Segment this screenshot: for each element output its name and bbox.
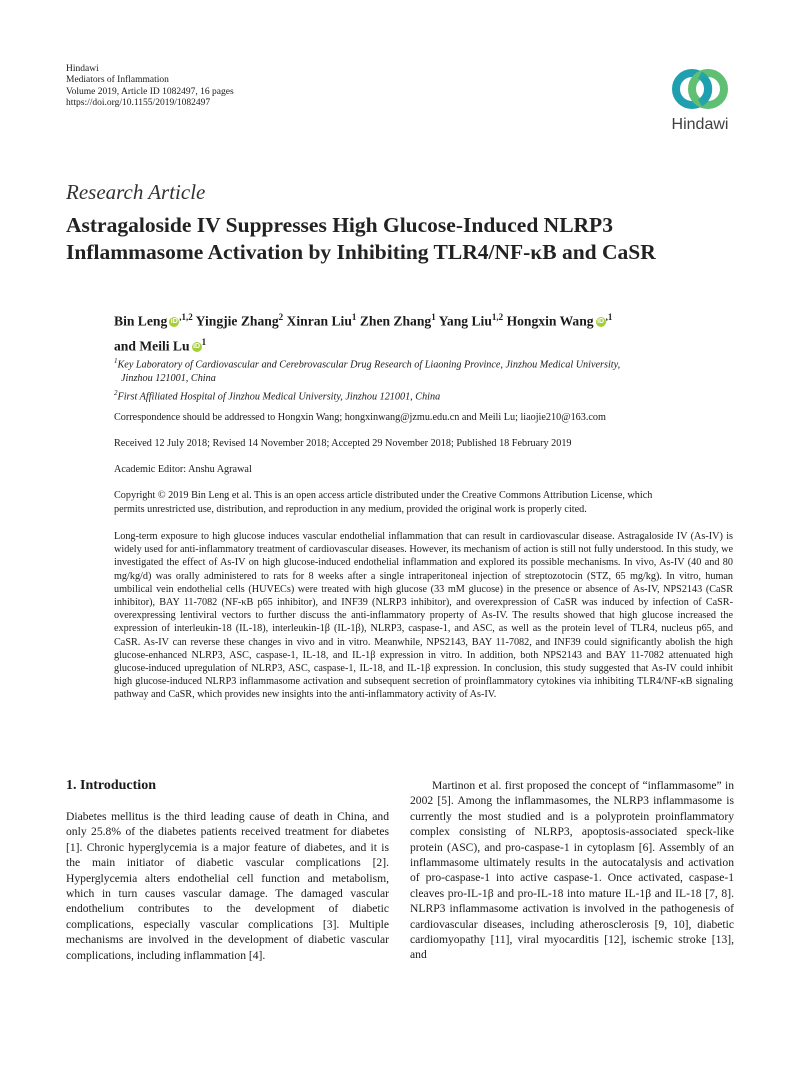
publisher-name: Hindawi xyxy=(66,64,99,74)
author-name[interactable]: Meili Lu xyxy=(139,338,190,354)
affiliation-1-sup: 1 xyxy=(114,357,118,365)
author-affiliation-sup: 1,2 xyxy=(491,312,504,322)
journal-header xyxy=(66,64,234,109)
section-heading: 1. Introduction xyxy=(66,778,156,793)
copyright-line-1: Copyright © 2019 Bin Leng et al. This is an open access article distributed under the Creative Commons Attribution License, which xyxy=(114,490,653,501)
hindawi-logo xyxy=(664,64,736,134)
author-affiliation-sup: 2 xyxy=(278,312,284,322)
hindawi-logo-icon xyxy=(669,64,731,114)
abstract-text: Long-term exposure to high glucose induces vascular endothelial inflammation that can result in cardiovascular disease. Astragaloside IV (As-IV) is widely used for anti-inflammatory treatment of cardiovascular diseases. However, its mechanism of action is still not fully understood. In this study, we investigated the effect of As-IV on high glucose-induced endothelial inflammation and explored its possible mechanisms. In vivo, As-IV (40 and 80 mg/kg/d) was orally administered to rats for 8 weeks after a single intraperitoneal injection of streptozotocin (STZ, 65 mg/kg). In vitro, human umbilical vein endothelial cells (HUVECs) were treated with high glucose (33 mM glucose) in the presence or absence of As-IV, NPS2143 (CaSR inhibitor), BAY 11-7082 (NF-κB p65 inhibitor), and INF39 (NLRP3 inhibitor), and overexpression of CaSR was induced by infection of CaSR-overexpressing lentiviral vectors to further discuss the anti-inflammatory property of As-IV. The results showed that high glucose increased the expression of interleukin-18 (IL-18), interleukin-1β (IL-1β), NLRP3, caspase-1, and ASC, as well as the protein level of TLR4, nucleus p65, and CaSR. As-IV can reverse these changes in vivo and in vitro. Meanwhile, NPS2143, BAY 11-7082, and INF39 could significantly abolish the high glucose-enhanced NLRP3, ASC, caspase-1, IL-18, and IL-1β expression in vitro. In addition, both NPS2143 and BAY 11-7082 attenuated high glucose-induced upregulation of NLRP3, ASC, caspase-1, IL-18, and IL-1β expression. In conclusion, this study suggested that As-IV could inhibit high glucose-induced NLRP3 inflammasome activation and subsequent secretion of proinflammatory cytokines via inhibiting TLR4/NF-κB signaling pathway and CaSR, which provides new insights into the anti-inflammatory activity of As-IV. xyxy=(114,531,733,701)
copyright-line-2: permits unrestricted use, distribution, and reproduction in any medium, provided the original work is properly cited. xyxy=(114,504,587,515)
author-list xyxy=(114,307,754,356)
affiliation-1-line-2: Jinzhou 121001, China xyxy=(121,373,216,385)
logo-wordmark: Hindawi xyxy=(671,116,729,133)
author-conjunction: and xyxy=(114,338,140,354)
intro-right-column: Martinon et al. first proposed the concept of “inflammasome” in 2002 [5]. Among the inflammasomes, the NLRP3 inflammasome is currently the most studied and is a polyprotein proinflammatory complex consisting of NLRP3, apoptosis-associated speck-like protein (ASC), and pro-caspase-1 in cytoplasm [6]. Assembly of an inflammasome ultimately results in the autocatalysis and activation of pro-caspase-1 into active caspase-1. Once activated, caspase-1 cleaves pro-IL-1β and pro-IL-18 into mature IL-1β and IL-18 [7, 8]. NLRP3 inflammasome activation is involved in the pathogenesis of cardiovascular diseases, including atherosclerosis [9, 10], diabetic cardiomyopathy [11], viral myocarditis [12], ischemic stroke [13], and xyxy=(410,779,734,962)
orcid-icon[interactable]: iD xyxy=(597,318,605,326)
copyright-notice xyxy=(114,489,744,517)
title-line-2: Inflammasome Activation by Inhibiting TLR4/NF-κB and CaSR xyxy=(66,240,656,264)
affiliation-2 xyxy=(114,386,754,404)
author-name[interactable]: Hongxin Wang xyxy=(506,313,594,329)
orcid-icon[interactable]: iD xyxy=(170,318,178,326)
affiliations xyxy=(114,354,754,405)
volume-info: Volume 2019, Article ID 1082497, 16 pages xyxy=(66,86,234,97)
author-name[interactable]: Zhen Zhang xyxy=(359,313,432,329)
publication-dates: Received 12 July 2018; Revised 14 November 2018; Accepted 29 November 2018; Published 18 February 2019 xyxy=(114,438,572,449)
author-affiliation-sup: ,1,2 xyxy=(179,312,193,322)
affiliation-2-text: First Affiliated Hospital of Jinzhou Medical University, Jinzhou 121001, China xyxy=(117,391,441,403)
title-line-1: Astragaloside IV Suppresses High Glucose-Induced NLRP3 xyxy=(66,213,613,237)
author-affiliation-sup: 1 xyxy=(431,312,436,322)
author-name[interactable]: Yingjie Zhang xyxy=(195,313,279,329)
affiliation-2-sup: 2 xyxy=(114,389,118,398)
author-affiliation-sup: 1 xyxy=(201,336,207,347)
academic-editor: Academic Editor: Anshu Agrawal xyxy=(114,464,252,475)
correspondence: Correspondence should be addressed to Hongxin Wang; hongxinwang@jzmu.edu.cn and Meili Lu; liaojie210@163.com xyxy=(114,412,606,423)
author-line-1 xyxy=(114,307,754,332)
author-name[interactable]: Bin Leng xyxy=(114,313,168,329)
author-name[interactable]: Yang Liu xyxy=(438,313,492,329)
author-line-2 xyxy=(114,332,754,357)
orcid-icon[interactable]: iD xyxy=(193,342,201,350)
author-affiliation-sup: 1 xyxy=(351,312,357,322)
intro-left-column: Diabetes mellitus is the third leading cause of death in China, and only 25.8% of the diabetes patients received treatment for diabetes [1]. Chronic hyperglycemia is a major feature of diabetes, and it is the main initiator of diabetic vascular complications [2]. Hyperglycemia alters endothelial cell function and metabolism, which in turn causes vascular damage. The damaged vascular endothelium contributes to the development of diabetic complications, especially vascular complications [3]. Multiple mechanisms are involved in the development of diabetic vascular complications, including inflammation [4]. xyxy=(66,810,389,962)
author-affiliation-sup: ,1 xyxy=(605,312,613,322)
author-name[interactable]: Xinran Liu xyxy=(286,313,352,329)
article-title xyxy=(66,212,746,266)
affiliation-1 xyxy=(114,354,754,372)
affiliation-1-line-1: Key Laboratory of Cardiovascular and Cerebrovascular Drug Research of Liaoning Province, Jinzhou Medical University, xyxy=(117,359,621,371)
article-type: Research Article xyxy=(66,180,206,204)
doi-link[interactable]: https://doi.org/10.1155/2019/1082497 xyxy=(66,97,211,108)
journal-name: Mediators of Inflammation xyxy=(66,75,169,86)
